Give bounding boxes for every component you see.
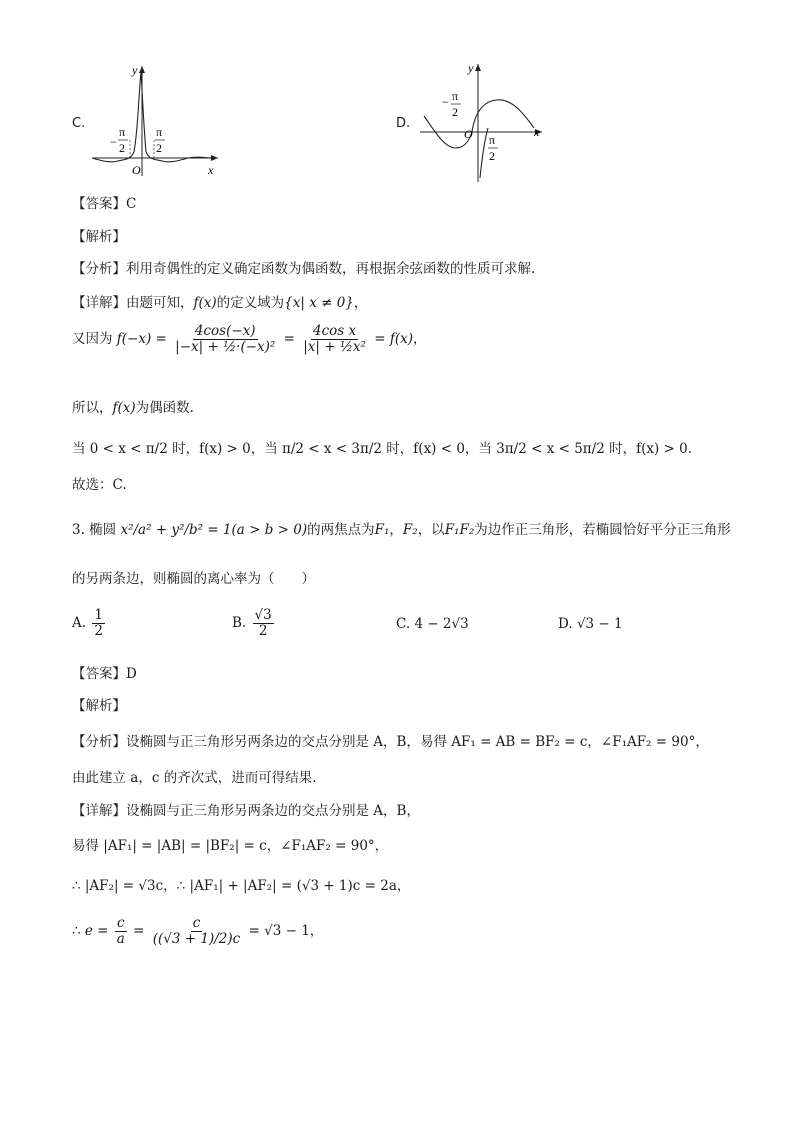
graph-c-origin: O: [132, 163, 141, 177]
q2-answer: C: [126, 196, 137, 212]
q3-xj4-num2: c: [192, 915, 201, 931]
q3-answer: D: [126, 666, 137, 682]
q2-line2-rhs: = f(x): [374, 330, 413, 347]
q3-option-b-num: √3: [254, 607, 272, 623]
graph-d: [416, 58, 550, 186]
graph-c-y-arrow: [139, 66, 145, 73]
graph-d-curve-tail: [480, 128, 488, 178]
q2-line2-a: 又因为: [72, 330, 113, 347]
q3-f2: F₂: [402, 522, 418, 538]
q3-f1f2: F₁F₂: [444, 522, 475, 538]
graph-d-curve-right: [424, 100, 534, 148]
q3-xj4-a: ∴: [72, 922, 81, 939]
q3-xj4-rhs: = √3 − 1: [248, 922, 310, 939]
graph-c-x-label: x: [208, 163, 214, 177]
q2-xiangjie-tag: 【详解】: [72, 295, 126, 311]
q3-stem-eq: x²/a² + y²/b² = 1(a > b > 0): [120, 522, 308, 538]
graph-c-neg-two: 2: [119, 141, 125, 155]
graph-c-two: 2: [156, 141, 162, 155]
q3-fenxi-line2: 由此建立 a，c 的齐次式，进而可得结果.: [72, 770, 317, 786]
q3-stem-d: 为边作正三角形，若椭圆恰好平分正三角形: [474, 522, 731, 538]
q3-fenxi-line1: [72, 730, 709, 750]
q3-option-c[interactable]: [396, 616, 469, 632]
q3-option-d[interactable]: [558, 616, 623, 632]
q3-xj4: [72, 916, 323, 947]
q3-xj4-end: ，: [309, 922, 324, 939]
q2-line4: 当 0 < x < π/2 时，f(x) > 0，当 π/2 < x < 3π/2 时，f(x) < 0，当 3π/2 < x < 5π/2 时，f(x) > 0.: [72, 441, 693, 457]
q3-option-d-label: D.: [558, 616, 573, 632]
graph-d-x-label: x: [534, 125, 540, 139]
q2-answer-line: [72, 192, 136, 212]
q2-line1-c: ，: [353, 295, 368, 311]
q3-xj4-den1: a: [116, 930, 125, 947]
q3-fenxi-a: 设椭圆与正三角形另两条边的交点分别是 A，B，易得 AF₁ = AB = BF₂ = c，∠F₁AF₂ = 90°，: [126, 734, 709, 750]
q3-stem-a: 3. 椭圆: [72, 522, 117, 538]
q3-stem-line2: 的另两条边，则椭圆的离心率为（ ）: [72, 571, 315, 587]
graph-c-y-label: y: [132, 63, 138, 77]
graph-d-neg-pi: π: [452, 89, 459, 103]
q2-line2: [72, 324, 427, 355]
graph-d-two: 2: [489, 149, 495, 163]
q2-fenxi-text: 利用奇偶性的定义确定函数为偶函数，再根据余弦函数的性质可求解.: [126, 261, 536, 277]
q3-option-b-label: B.: [232, 614, 247, 631]
q2-line3: [72, 396, 194, 416]
q2-line1-b: 的定义域为: [216, 295, 285, 311]
q2-line1-a: 由题可知，: [126, 295, 194, 311]
q2-line2-den2: |x| + ½x²: [303, 338, 366, 355]
graph-c-pi: π: [156, 125, 163, 139]
graph-d-y-arrow: [475, 64, 481, 71]
graph-d-neg-sign: −: [442, 95, 449, 109]
q3-xj2: 易得 |AF₁| = |AB| = |BF₂| = c，∠F₁AF₂ = 90°，: [72, 838, 389, 854]
q2-answer-tag: 【答案】: [72, 196, 126, 212]
q3-xj4-e: e =: [84, 922, 109, 939]
graph-d-y-label: y: [468, 61, 474, 75]
q3-xj4-den2: ((√3 + 1)/2)c: [152, 930, 241, 947]
q3-xiangjie-tag: 【详解】: [72, 803, 126, 819]
q3-option-a-num: 1: [94, 607, 103, 623]
q3-option-c-label: C.: [396, 616, 411, 632]
q3-answer-tag: 【答案】: [72, 666, 126, 682]
option-d-label: D.: [396, 116, 411, 131]
graph-d-neg-two: 2: [452, 105, 458, 119]
q2-line3-b: 为偶函数.: [135, 400, 194, 416]
q2-line2-eq: =: [283, 330, 295, 347]
q3-answer-line: [72, 662, 137, 682]
graph-d-origin: O: [464, 127, 473, 141]
q3-option-b[interactable]: [232, 608, 276, 639]
q2-fenxi-line: [72, 257, 535, 277]
q2-line2-den1: |−x| + ½·(−x)²: [175, 338, 276, 355]
q3-stem-line1: [72, 518, 731, 538]
q3-option-a-den: 2: [94, 622, 103, 639]
q2-line3-f: f(x): [112, 400, 136, 416]
q3-option-b-den: 2: [258, 622, 268, 639]
graph-c-neg-sign: −: [110, 135, 117, 149]
graph-c-x-arrow: [211, 155, 218, 161]
q3-analysis-tag: 【解析】: [72, 698, 126, 714]
q3-stem-c: ，以: [417, 522, 445, 538]
q2-fenxi-tag: 【分析】: [72, 261, 126, 277]
q2-line2-num2: 4cos x: [313, 323, 357, 339]
option-c-label: C.: [72, 116, 86, 131]
q3-xj4-eq: =: [133, 922, 145, 939]
q2-line2-lhs: f(−x) =: [116, 330, 167, 347]
q3-xj4-num1: c: [117, 915, 125, 931]
graph-d-pi: π: [489, 133, 496, 147]
q2-line1-f: f(x): [193, 295, 217, 311]
q3-option-a-label: A.: [72, 614, 87, 631]
q2-analysis-tag: 【解析】: [72, 229, 126, 245]
q3-xj3: ∴ |AF₂| = √3c，∴ |AF₁| + |AF₂| = (√3 + 1)c = 2a，: [72, 878, 411, 894]
q3-sep: ，: [389, 522, 403, 538]
q2-choose: 故选：C.: [72, 477, 127, 493]
q2-line2-end: ，: [413, 330, 427, 347]
q2-line2-num1: 4cos(−x): [194, 323, 256, 339]
q2-line3-a: 所以，: [72, 400, 113, 416]
q3-option-a[interactable]: [72, 608, 107, 639]
q2-xiangjie-line1: [72, 291, 367, 311]
q3-xj1: 设椭圆与正三角形另两条边的交点分别是 A，B，: [126, 803, 420, 819]
q3-xiangjie-line1: [72, 799, 420, 819]
q2-line1-set: {x| x ≠ 0}: [284, 295, 354, 311]
graph-c: [88, 60, 228, 180]
q3-f1: F₁: [374, 522, 390, 538]
q3-option-c-value: 4 − 2√3: [414, 616, 469, 632]
q3-option-d-value: √3 − 1: [576, 616, 623, 632]
q3-stem-b: 的两焦点为: [307, 522, 375, 538]
q3-fenxi-tag: 【分析】: [72, 734, 126, 750]
graph-c-neg-pi: π: [119, 125, 126, 139]
